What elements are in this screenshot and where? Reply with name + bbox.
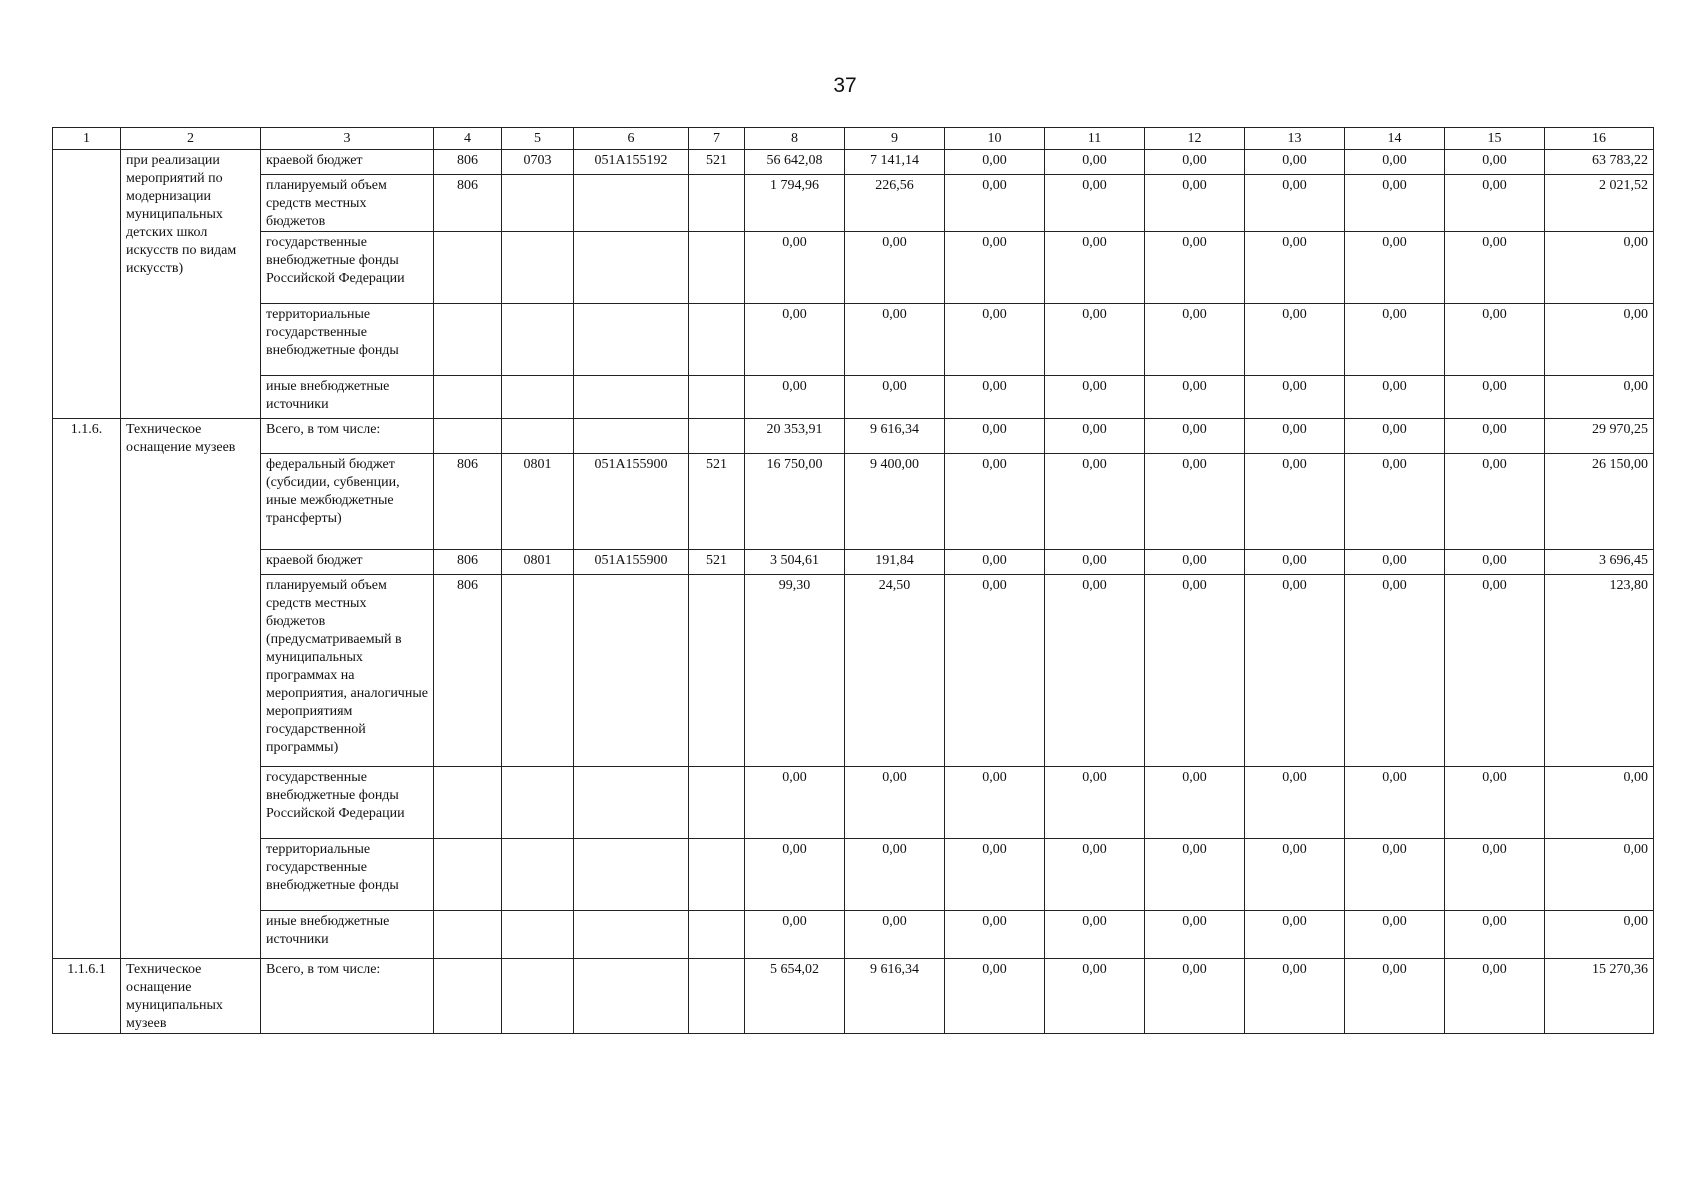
- year-value-cell: 0,00: [945, 575, 1045, 767]
- funding-source: территориальные государственные внебюджетные фонды: [261, 839, 434, 911]
- year-value-cell: 0,00: [1045, 419, 1145, 454]
- year-value-cell: 0,00: [1045, 550, 1145, 575]
- column-number: 5: [502, 128, 574, 150]
- year-value-cell: 0,00: [945, 839, 1045, 911]
- column-number: 7: [689, 128, 745, 150]
- year-value-cell: 0,00: [1245, 150, 1345, 175]
- funding-source: государственные внебюджетные фонды Российской Федерации: [261, 232, 434, 304]
- year-value-cell: 0,00: [1145, 839, 1245, 911]
- column-number: 15: [1445, 128, 1545, 150]
- year-value-cell: 0,00: [1345, 376, 1445, 419]
- table-row: [53, 150, 1654, 175]
- year-value-cell: 0,00: [1445, 839, 1545, 911]
- year-value-cell: 0,00: [1045, 839, 1145, 911]
- year-value-cell: 0,00: [1245, 550, 1345, 575]
- target-code-cell: [574, 304, 689, 376]
- year-value-cell: 0,00: [945, 911, 1045, 959]
- total-value-cell: 63 783,22: [1545, 150, 1654, 175]
- section-code-cell: 0801: [502, 454, 574, 550]
- section-code-cell: [502, 575, 574, 767]
- expense-type-cell: 521: [689, 454, 745, 550]
- table-row: [53, 911, 1654, 959]
- year-value-cell: 0,00: [1345, 304, 1445, 376]
- year-value-cell: 0,00: [945, 550, 1045, 575]
- year-value-cell: 0,00: [1045, 304, 1145, 376]
- item-index: [53, 150, 121, 419]
- year-value-cell: 0,00: [1245, 304, 1345, 376]
- year-value-cell: 0,00: [1445, 376, 1545, 419]
- expense-type-cell: 521: [689, 150, 745, 175]
- year-value-cell: 0,00: [1245, 959, 1345, 1034]
- year-value-cell: 0,00: [1445, 767, 1545, 839]
- expense-type-cell: [689, 911, 745, 959]
- year-value-cell: 0,00: [1445, 175, 1545, 232]
- budget-code-cell: [434, 839, 502, 911]
- year-value-cell: 0,00: [1345, 175, 1445, 232]
- target-code-cell: 051A155900: [574, 550, 689, 575]
- page-number: 37: [833, 74, 857, 97]
- year-value-cell: 0,00: [1145, 550, 1245, 575]
- total-value-cell: 0,00: [1545, 376, 1654, 419]
- year-value-cell: 0,00: [1245, 419, 1345, 454]
- budget-code-cell: 806: [434, 550, 502, 575]
- expense-type-cell: [689, 839, 745, 911]
- table-row: [53, 767, 1654, 839]
- year-value-cell: 0,00: [945, 232, 1045, 304]
- year-value-cell: 0,00: [1345, 419, 1445, 454]
- column-number: 16: [1545, 128, 1654, 150]
- year-value-cell: 0,00: [1245, 232, 1345, 304]
- year-value-cell: 0,00: [1145, 911, 1245, 959]
- year-value-cell: 0,00: [1145, 150, 1245, 175]
- year-value-cell: 0,00: [1345, 232, 1445, 304]
- budget-table: [52, 127, 1654, 1034]
- expense-type-cell: [689, 376, 745, 419]
- year-value-cell: 0,00: [1145, 175, 1245, 232]
- year-value-cell: 56 642,08: [745, 150, 845, 175]
- year-value-cell: 0,00: [1145, 454, 1245, 550]
- section-code-cell: [502, 911, 574, 959]
- budget-code-cell: [434, 911, 502, 959]
- year-value-cell: 0,00: [1345, 150, 1445, 175]
- year-value-cell: 0,00: [1045, 376, 1145, 419]
- budget-code-cell: 806: [434, 575, 502, 767]
- year-value-cell: 0,00: [945, 150, 1045, 175]
- year-value-cell: 0,00: [1345, 959, 1445, 1034]
- year-value-cell: 0,00: [1045, 959, 1145, 1034]
- column-number: 11: [1045, 128, 1145, 150]
- year-value-cell: 9 616,34: [845, 419, 945, 454]
- item-name: Техническое оснащение музеев: [121, 419, 261, 959]
- year-value-cell: 0,00: [745, 767, 845, 839]
- expense-type-cell: [689, 419, 745, 454]
- table-row: [53, 550, 1654, 575]
- column-number: 9: [845, 128, 945, 150]
- year-value-cell: 0,00: [745, 304, 845, 376]
- expense-type-cell: [689, 304, 745, 376]
- target-code-cell: [574, 767, 689, 839]
- year-value-cell: 0,00: [1145, 232, 1245, 304]
- year-value-cell: 0,00: [945, 419, 1045, 454]
- table-row: [53, 376, 1654, 419]
- year-value-cell: 24,50: [845, 575, 945, 767]
- year-value-cell: 0,00: [1145, 419, 1245, 454]
- year-value-cell: 0,00: [1445, 232, 1545, 304]
- year-value-cell: 16 750,00: [745, 454, 845, 550]
- year-value-cell: 0,00: [945, 767, 1045, 839]
- year-value-cell: 0,00: [1245, 575, 1345, 767]
- section-code-cell: [502, 767, 574, 839]
- year-value-cell: 0,00: [945, 376, 1045, 419]
- budget-code-cell: [434, 767, 502, 839]
- total-value-cell: 0,00: [1545, 232, 1654, 304]
- year-value-cell: 0,00: [1245, 839, 1345, 911]
- table-row: [53, 454, 1654, 550]
- year-value-cell: 0,00: [1045, 575, 1145, 767]
- funding-source: иные внебюджетные источники: [261, 376, 434, 419]
- funding-source: Всего, в том числе:: [261, 959, 434, 1034]
- expense-type-cell: [689, 232, 745, 304]
- funding-source: краевой бюджет: [261, 150, 434, 175]
- total-value-cell: 123,80: [1545, 575, 1654, 767]
- year-value-cell: 9 616,34: [845, 959, 945, 1034]
- column-number: 8: [745, 128, 845, 150]
- year-value-cell: 0,00: [745, 376, 845, 419]
- funding-source: территориальные государственные внебюджетные фонды: [261, 304, 434, 376]
- year-value-cell: 0,00: [945, 959, 1045, 1034]
- year-value-cell: 0,00: [1145, 959, 1245, 1034]
- year-value-cell: 0,00: [1345, 839, 1445, 911]
- year-value-cell: 0,00: [1445, 550, 1545, 575]
- target-code-cell: [574, 959, 689, 1034]
- item-index: 1.1.6.1: [53, 959, 121, 1034]
- year-value-cell: 191,84: [845, 550, 945, 575]
- section-code-cell: [502, 419, 574, 454]
- year-value-cell: 0,00: [1445, 959, 1545, 1034]
- expense-type-cell: [689, 767, 745, 839]
- total-value-cell: 0,00: [1545, 767, 1654, 839]
- budget-code-cell: 806: [434, 454, 502, 550]
- year-value-cell: 0,00: [845, 767, 945, 839]
- year-value-cell: 0,00: [1445, 575, 1545, 767]
- year-value-cell: 0,00: [1145, 767, 1245, 839]
- total-value-cell: 29 970,25: [1545, 419, 1654, 454]
- table-row: [53, 232, 1654, 304]
- year-value-cell: 0,00: [1145, 376, 1245, 419]
- section-code-cell: 0801: [502, 550, 574, 575]
- year-value-cell: 0,00: [745, 839, 845, 911]
- target-code-cell: [574, 839, 689, 911]
- section-code-cell: [502, 959, 574, 1034]
- table-row: [53, 839, 1654, 911]
- funding-source: планируемый объем средств местных бюджетов (предусматриваемый в муниципальных программах на мероприятия, аналогичные мероприятиям государственной программы): [261, 575, 434, 767]
- year-value-cell: 0,00: [1145, 304, 1245, 376]
- year-value-cell: 0,00: [845, 839, 945, 911]
- year-value-cell: 0,00: [1245, 175, 1345, 232]
- year-value-cell: 0,00: [945, 454, 1045, 550]
- year-value-cell: 0,00: [845, 304, 945, 376]
- year-value-cell: 0,00: [1345, 454, 1445, 550]
- year-value-cell: 99,30: [745, 575, 845, 767]
- year-value-cell: 0,00: [945, 175, 1045, 232]
- expense-type-cell: [689, 175, 745, 232]
- year-value-cell: 0,00: [845, 232, 945, 304]
- table-row: [53, 175, 1654, 232]
- year-value-cell: 0,00: [845, 911, 945, 959]
- year-value-cell: 0,00: [1345, 550, 1445, 575]
- year-value-cell: 1 794,96: [745, 175, 845, 232]
- budget-code-cell: [434, 959, 502, 1034]
- year-value-cell: 0,00: [1045, 911, 1145, 959]
- year-value-cell: 0,00: [1045, 232, 1145, 304]
- budget-code-cell: [434, 376, 502, 419]
- year-value-cell: 0,00: [945, 304, 1045, 376]
- year-value-cell: 9 400,00: [845, 454, 945, 550]
- target-code-cell: [574, 175, 689, 232]
- year-value-cell: 0,00: [1045, 150, 1145, 175]
- section-code-cell: [502, 232, 574, 304]
- column-number: 12: [1145, 128, 1245, 150]
- total-value-cell: 0,00: [1545, 911, 1654, 959]
- column-number: 14: [1345, 128, 1445, 150]
- year-value-cell: 0,00: [745, 911, 845, 959]
- section-code-cell: [502, 839, 574, 911]
- total-value-cell: 2 021,52: [1545, 175, 1654, 232]
- expense-type-cell: 521: [689, 550, 745, 575]
- budget-code-cell: [434, 304, 502, 376]
- budget-code-cell: 806: [434, 175, 502, 232]
- year-value-cell: 7 141,14: [845, 150, 945, 175]
- funding-source: федеральный бюджет (субсидии, субвенции, иные межбюджетные трансферты): [261, 454, 434, 550]
- section-code-cell: 0703: [502, 150, 574, 175]
- year-value-cell: 3 504,61: [745, 550, 845, 575]
- budget-code-cell: 806: [434, 150, 502, 175]
- target-code-cell: [574, 419, 689, 454]
- column-number: 6: [574, 128, 689, 150]
- year-value-cell: 0,00: [1445, 419, 1545, 454]
- column-number-row: [53, 128, 1654, 150]
- column-number: 10: [945, 128, 1045, 150]
- year-value-cell: 0,00: [1445, 150, 1545, 175]
- target-code-cell: [574, 232, 689, 304]
- target-code-cell: 051A155900: [574, 454, 689, 550]
- expense-type-cell: [689, 575, 745, 767]
- year-value-cell: 0,00: [745, 232, 845, 304]
- year-value-cell: 0,00: [1445, 454, 1545, 550]
- column-number: 1: [53, 128, 121, 150]
- section-code-cell: [502, 376, 574, 419]
- year-value-cell: 0,00: [1345, 911, 1445, 959]
- item-name: при реализации мероприятий по модернизации муниципальных детских школ искусств по видам искусств): [121, 150, 261, 419]
- year-value-cell: 0,00: [1045, 175, 1145, 232]
- funding-source: иные внебюджетные источники: [261, 911, 434, 959]
- table-row: [53, 419, 1654, 454]
- column-number: 3: [261, 128, 434, 150]
- year-value-cell: 226,56: [845, 175, 945, 232]
- total-value-cell: 15 270,36: [1545, 959, 1654, 1034]
- year-value-cell: 0,00: [1245, 376, 1345, 419]
- total-value-cell: 26 150,00: [1545, 454, 1654, 550]
- year-value-cell: 5 654,02: [745, 959, 845, 1034]
- table-row: [53, 304, 1654, 376]
- table-row: [53, 959, 1654, 1034]
- year-value-cell: 0,00: [1345, 575, 1445, 767]
- section-code-cell: [502, 304, 574, 376]
- funding-source: планируемый объем средств местных бюджетов: [261, 175, 434, 232]
- item-name: Техническое оснащение муниципальных музеев: [121, 959, 261, 1034]
- budget-code-cell: [434, 232, 502, 304]
- year-value-cell: 0,00: [1445, 911, 1545, 959]
- column-number: 2: [121, 128, 261, 150]
- expense-type-cell: [689, 959, 745, 1034]
- target-code-cell: [574, 575, 689, 767]
- table-row: [53, 575, 1654, 767]
- year-value-cell: 20 353,91: [745, 419, 845, 454]
- item-index: 1.1.6.: [53, 419, 121, 959]
- table-body: [53, 150, 1654, 1034]
- year-value-cell: 0,00: [1245, 767, 1345, 839]
- target-code-cell: [574, 376, 689, 419]
- section-code-cell: [502, 175, 574, 232]
- column-number: 4: [434, 128, 502, 150]
- total-value-cell: 0,00: [1545, 304, 1654, 376]
- total-value-cell: 3 696,45: [1545, 550, 1654, 575]
- year-value-cell: 0,00: [1345, 767, 1445, 839]
- target-code-cell: [574, 911, 689, 959]
- year-value-cell: 0,00: [1245, 454, 1345, 550]
- budget-code-cell: [434, 419, 502, 454]
- year-value-cell: 0,00: [845, 376, 945, 419]
- year-value-cell: 0,00: [1145, 575, 1245, 767]
- funding-source: государственные внебюджетные фонды Российской Федерации: [261, 767, 434, 839]
- funding-source: Всего, в том числе:: [261, 419, 434, 454]
- column-number: 13: [1245, 128, 1345, 150]
- total-value-cell: 0,00: [1545, 839, 1654, 911]
- year-value-cell: 0,00: [1045, 454, 1145, 550]
- year-value-cell: 0,00: [1445, 304, 1545, 376]
- year-value-cell: 0,00: [1045, 767, 1145, 839]
- year-value-cell: 0,00: [1245, 911, 1345, 959]
- target-code-cell: 051A155192: [574, 150, 689, 175]
- funding-source: краевой бюджет: [261, 550, 434, 575]
